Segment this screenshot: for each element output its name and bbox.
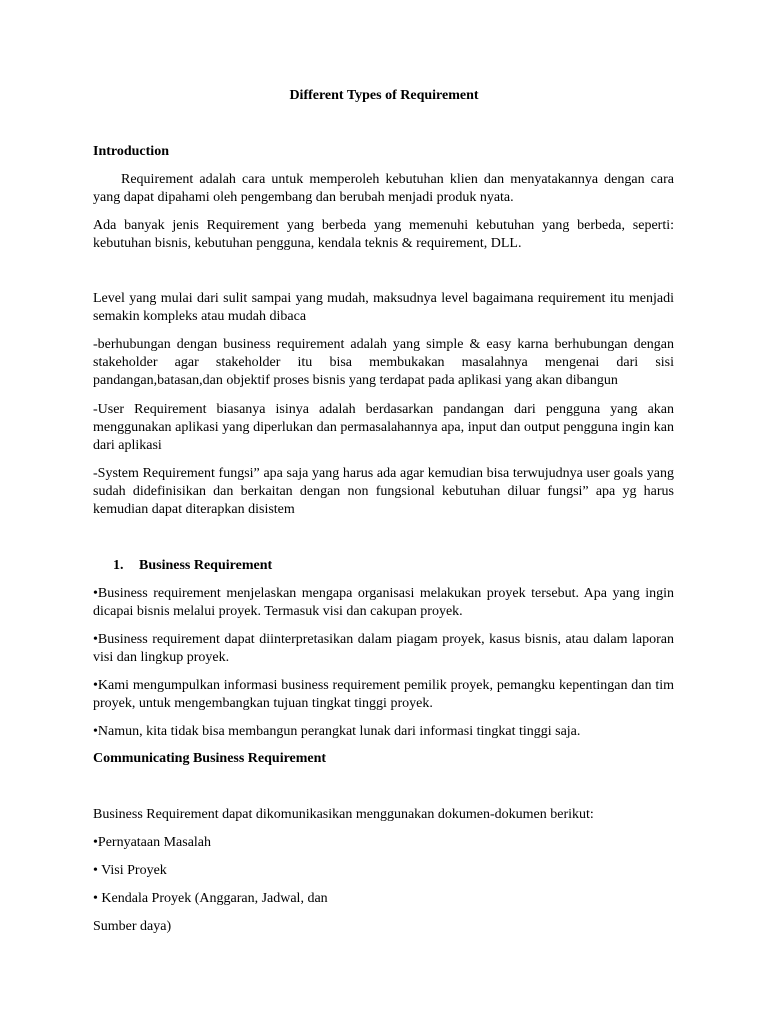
business-heading-number: 1.	[113, 558, 124, 573]
business-bullet: •Namun, kita tidak bisa membangun perangkat lunak dari informasi tingkat tinggi saja.	[93, 724, 581, 739]
business-heading	[93, 557, 674, 575]
intro-paragraph-1: Requirement adalah cara untuk memperoleh kebutuhan klien dan menyatakannya dengan cara yang dapat dipahami oleh pengembang dan berubah menjadi produk nyata.	[93, 172, 674, 205]
business-bullet: •Kami mengumpulkan informasi business requirement pemilik proyek, pemangku kepentingan dan tim proyek, untuk mengembangkan tujuan tingkat tinggi proyek.	[93, 678, 674, 711]
communicating-item: • Kendala Proyek (Anggaran, Jadwal, dan	[93, 891, 328, 906]
document-title: Different Types of Requirement	[289, 88, 479, 103]
communicating-item: • Visi Proyek	[93, 863, 167, 878]
business-bullet: •Business requirement menjelaskan mengapa organisasi melakukan proyek tersebut. Apa yang ingin dicapai bisnis melalui proyek. Termasuk visi dan cakupan proyek.	[93, 586, 674, 619]
levels-paragraph-4: -System Requirement fungsi” apa saja yang harus ada agar kemudian bisa terwujudnya user goals yang sudah didefinisikan dan berkaitan dengan non fungsional kebutuhan diluar fungsi” apa yg harus kemudian dapat diterapkan disistem	[93, 466, 674, 517]
communicating-intro: Business Requirement dapat dikomunikasikan menggunakan dokumen-dokumen berikut:	[93, 807, 594, 822]
levels-paragraph-1: Level yang mulai dari sulit sampai yang mudah, maksudnya level bagaimana requirement itu menjadi semakin kompleks atau mudah dibaca	[93, 291, 674, 324]
intro-paragraph-2: Ada banyak jenis Requirement yang berbeda yang memenuhi kebutuhan yang berbeda, seperti: kebutuhan bisnis, kebutuhan pengguna, kendala teknis & requirement, DLL.	[93, 218, 674, 251]
communicating-heading: Communicating Business Requirement	[93, 751, 327, 766]
business-heading-text: Business Requirement	[139, 558, 273, 573]
levels-paragraph-2: -berhubungan dengan business requirement adalah yang simple & easy karna berhubungan dengan stakeholder agar stakeholder itu bisa membukakan masalahnya mengenai dari sisi pandangan,batasan,dan objektif proses bisnis yang terdapat pada aplikasi yang akan dibangun	[93, 337, 674, 388]
business-bullet: •Business requirement dapat diinterpretasikan dalam piagam proyek, kasus bisnis, atau dalam laporan visi dan lingkup proyek.	[93, 632, 674, 665]
communicating-item: •Pernyataan Masalah	[93, 835, 212, 850]
levels-paragraph-3: -User Requirement biasanya isinya adalah berdasarkan pandangan dari pengguna yang akan menggunakan aplikasi yang diperlukan dan permasalahannya apa, input dan output pengguna ingin kan dari aplikasi	[93, 402, 674, 453]
communicating-item: Sumber daya)	[93, 919, 172, 934]
intro-heading: Introduction	[93, 144, 169, 159]
